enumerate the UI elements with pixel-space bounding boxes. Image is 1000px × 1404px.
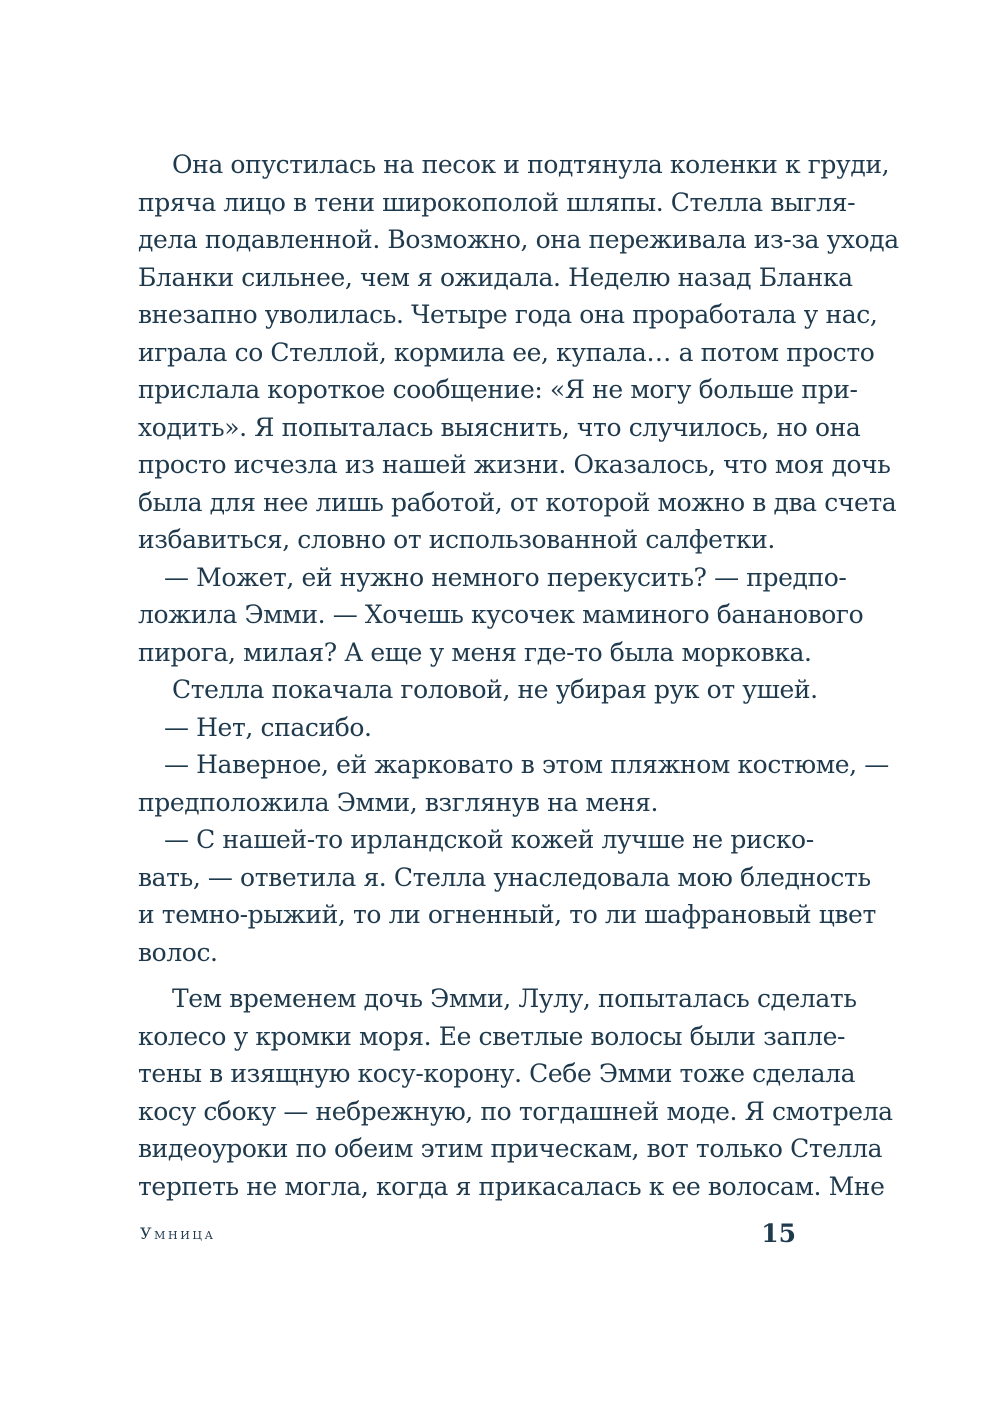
text-line: Тем временем дочь Эмми, Лулу, попыталась сделать xyxy=(172,984,857,1013)
text-line: Бланки сильнее, чем я ожидала. Неделю назад Бланка xyxy=(138,262,853,292)
text-line: была для нее лишь работой, от которой можно в два счета xyxy=(138,487,897,517)
text-line: тены в изящную косу-корону. Себе Эмми тоже сделала xyxy=(138,1059,856,1088)
text-line: ходить». Я попыталась выяснить, что случилось, но она xyxy=(138,412,861,442)
body-text xyxy=(138,146,899,1205)
text-line: вать, — ответила я. Стелла унаследовала мою бледность xyxy=(138,862,871,892)
text-line: видеоуроки по обеим этим прическам, вот только Стелла xyxy=(138,1134,883,1163)
text-line: предположила Эмми, взглянув на меня. xyxy=(138,787,659,817)
text-line: внезапно уволилась. Четыре года она проработала у нас, xyxy=(138,300,878,329)
dialogue-line: — Может, ей нужно немного перекусить? — предпо- xyxy=(164,562,847,592)
page-number: 15 xyxy=(761,1219,796,1248)
text-line: терпеть не могла, когда я прикасалась к ее волосам. Мне xyxy=(138,1171,885,1201)
dialogue-line: — С нашей-то ирландской кожей лучше не риско- xyxy=(164,825,814,854)
text-line: Стелла покачала головой, не убирая рук от ушей. xyxy=(172,675,818,704)
text-line: прислала короткое сообщение: «Я не могу больше при- xyxy=(138,375,858,404)
text-line: пирога, милая? А еще у меня где-то была морковка. xyxy=(138,637,812,667)
dialogue-line: — Нет, спасибо. xyxy=(164,712,372,742)
text-line: избавиться, словно от использованной салфетки. xyxy=(138,525,775,554)
text-line: пряча лицо в тени широкополой шляпы. Стелла выгля- xyxy=(138,187,856,217)
text-line: просто исчезла из нашей жизни. Оказалось, что моя дочь xyxy=(138,450,891,479)
dialogue-line: — Наверное, ей жарковато в этом пляжном костюме, — xyxy=(164,750,889,779)
text-line: волос. xyxy=(138,937,218,967)
text-line: дела подавленной. Возможно, она переживала из-за ухода xyxy=(138,225,899,254)
text-line: колесо у кромки моря. Ее светлые волосы были запле- xyxy=(138,1021,846,1051)
text-line: косу сбоку — небрежную, по тогдашней моде. Я смотрела xyxy=(138,1096,893,1126)
running-footer-title: Умница xyxy=(140,1224,216,1243)
text-line: играла со Стеллой, кормила ее, купала… а потом просто xyxy=(138,337,875,367)
text-line: ложила Эмми. — Хочешь кусочек маминого бананового xyxy=(138,600,864,629)
text-line: Она опустилась на песок и подтянула коленки к груди, xyxy=(172,150,890,179)
text-line: и темно-рыжий, то ли огненный, то ли шафрановый цвет xyxy=(138,900,876,929)
